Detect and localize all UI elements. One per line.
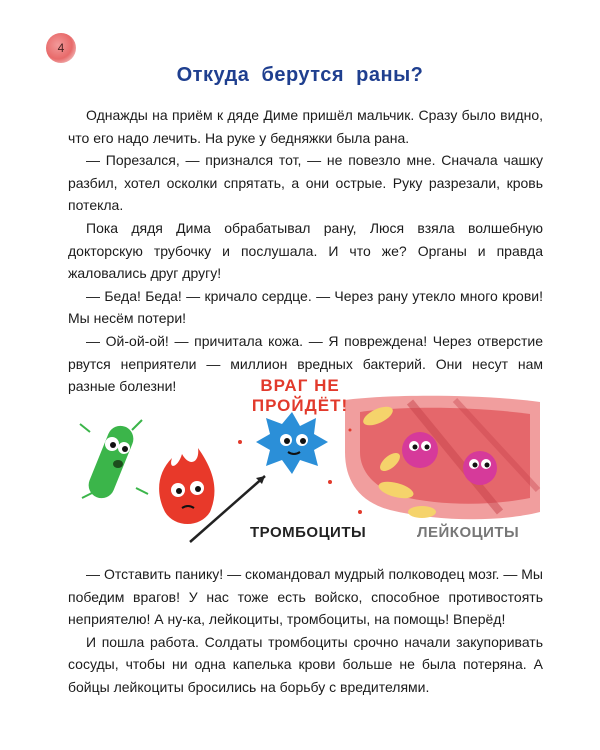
illustration-banner: ВРАГ НЕ ПРОЙДЁТ! [251,376,349,415]
paragraph: — Порезался, — признался тот, — не повезло мне. Сначала чашку разбил, хотел осколки спрятать, а они острые. Руку разрезали, кровь потекла. [68,152,543,214]
paragraph: — Беда! Беда! — кричало сердце. — Через рану утекло много крови! Мы несём потери! [68,287,543,327]
green-bacterium-icon [80,420,148,502]
label-leukocytes: ЛЕЙКОЦИТЫ [417,524,520,541]
paragraph: И пошла работа. Солдаты тромбоциты срочно начали закупоривать сосуды, чтобы ни одна капелька крови больше не была потеряна. А бойцы лейкоциты бросились на борьбу с вредителями. [68,633,543,695]
page-number-badge [46,33,76,63]
page-title: Откуда берутся раны? [176,64,424,86]
blue-microbe-icon [256,412,328,474]
paragraph: — Отставить панику! — скомандовал мудрый полководец мозг. — Мы победим врагов! У нас тоже есть войско, способное противостоять неприятелю! А ну-ка, лейкоциты, тромбоциты, на помощь! Вперёд! [68,566,543,628]
story-text-top [68,104,543,398]
red-microbe-icon [159,448,214,524]
illustration [60,372,550,552]
paragraph: Однажды на приём к дяде Диме пришёл мальчик. Сразу было видно, что его надо лечить. На руке у бедняжки была рана. [68,107,543,146]
label-thrombocytes: ТРОМБОЦИТЫ [250,524,367,541]
paragraph: Пока дядя Дима обрабатывал рану, Люся взяла волшебную докторскую трубочку и послушала. И что же? Органы и правда жаловались друг другу! [68,219,543,282]
story-text-bottom [68,563,543,699]
paragraph: — Ой-ой-ой! — причитала кожа. — Я повреждена! Через отверстие рвутся неприятели — миллион вредных бактерий. Они несут нам разные болезни! [68,332,543,395]
page-number: 4 [57,41,65,55]
